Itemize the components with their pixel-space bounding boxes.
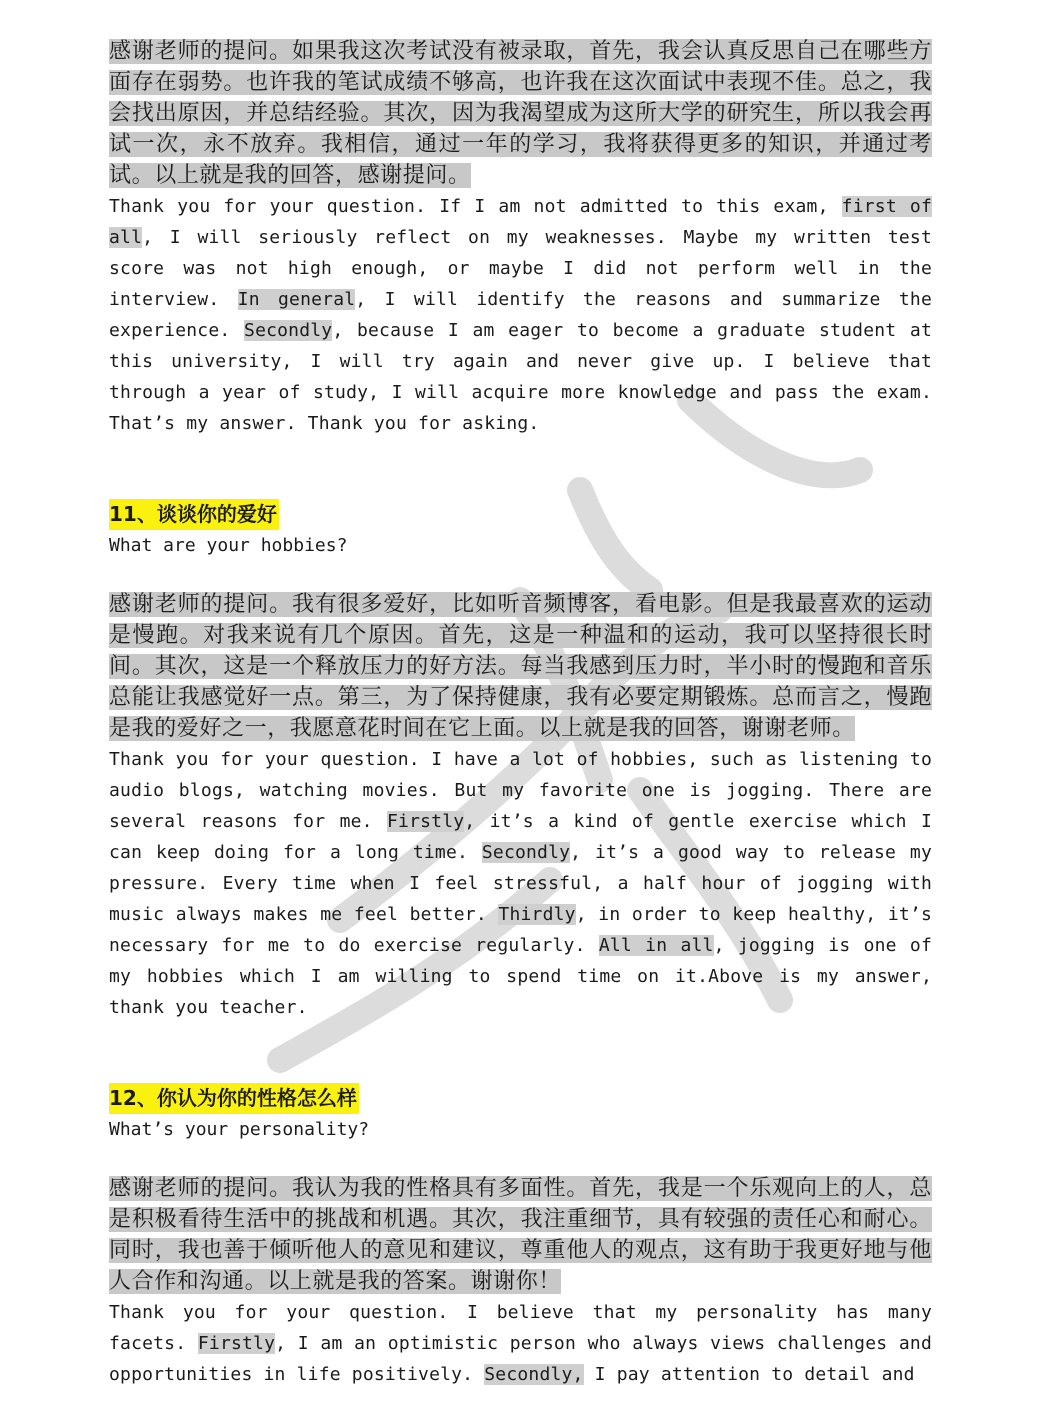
english-answer-text: , it’s a kind of gentle exercise which I can keep doing for a long time. [109,811,932,863]
english-answer [109,1297,932,1390]
chinese-answer [109,589,932,744]
english-answer-text: , I will identify the reasons and summarize the experience. [109,289,932,341]
highlight-transition: Firstly [387,811,465,832]
highlight-transition: Secondly, [484,1364,584,1385]
highlight-transition: Secondly [244,320,333,341]
english-answer-text: I pay attention to detail and [583,1364,915,1385]
english-answer [109,191,932,439]
english-answer-text: Thank you for your question. I believe that my personality has many facets. [109,1302,932,1354]
section-heading: 12、你认为你的性格怎么样 [109,1083,359,1114]
english-answer-text: , it’s a good way to release my pressure. Every time when I feel stressful, a half hour of jogging with music always makes me feel better. [109,842,932,925]
section-12 [109,1083,932,1390]
chinese-answer-text: 感谢老师的提问。如果我这次考试没有被录取，首先，我会认真反思自己在哪些方面存在弱势。也许我的笔试成绩不够高，也许我在这次面试中表现不佳。总之，我会找出原因，并总结经验。其次，因为我渴望成为这所大学的研究生，所以我会再试一次，永不放弃。我相信，通过一年的学习，我将获得更多的知识，并通过考试。以上就是我的回答，感谢提问。 [109,39,932,188]
chinese-answer-text: 感谢老师的提问。我认为我的性格具有多面性。首先，我是一个乐观向上的人，总是积极看待生活中的挑战和机遇。其次，我注重细节，具有较强的责任心和耐心。同时，我也善于倾听他人的意见和建议，尊重他人的观点，这有助于我更好地与他人合作和沟通。以上就是我的答案。谢谢你！ [109,1176,932,1294]
document-page [109,36,932,1390]
highlight-transition: Firstly [197,1333,276,1354]
english-answer-text: , in order to keep healthy, it’s necessary for me to do exercise regularly. [109,904,932,956]
answer-block-10 [109,36,932,439]
question-text: What’s your personality? [109,1119,370,1140]
section-11 [109,499,932,1023]
english-answer-text: , jogging is one of my hobbies which I am willing to spend time on it.Above is my answer, thank you teacher. [109,935,932,1018]
english-answer-text: Thank you for your question. I have a lot of hobbies, such as listening to audio blogs, watching movies. But my favorite one is jogging. There are several reasons for me. [109,749,932,832]
highlight-transition: All in all [598,935,714,956]
chinese-answer [109,36,932,191]
english-answer-text: , I am an optimistic person who always views challenges and opportunities in life positively. [109,1333,933,1385]
english-answer-text: Thank you for your question. If I am not admitted to this exam, [109,196,842,217]
question-text: What are your hobbies? [109,535,348,556]
chinese-answer [109,1173,932,1297]
section-heading: 11、谈谈你的爱好 [109,499,279,530]
highlight-transition: first of all [109,196,932,248]
english-answer-text: , because I am eager to become a graduate student at this university, I will try again and never give up. I believe that through a year of study, I will acquire more knowledge and pass the exam. That’s my answer. Thank you for asking. [109,320,933,434]
highlight-transition: Secondly [481,842,571,863]
chinese-answer-text: 感谢老师的提问。我有很多爱好，比如听音频博客，看电影。但是我最喜欢的运动是慢跑。对我来说有几个原因。首先，这是一种温和的运动，我可以坚持很长时间。其次，这是一个释放压力的好方法。每当我感到压力时，半小时的慢跑和音乐总能让我感觉好一点。第三，为了保持健康，我有必要定期锻炼。总而言之，慢跑是我的爱好之一，我愿意花时间在它上面。以上就是我的回答，谢谢老师。 [109,592,932,741]
highlight-transition: Thirdly [498,904,576,925]
english-answer [109,744,932,1023]
english-answer-text: , I will seriously reflect on my weaknesses. Maybe my written test score was not high enough, or maybe I did not perform well in the interview. [109,227,932,310]
highlight-transition: In general [237,289,356,310]
